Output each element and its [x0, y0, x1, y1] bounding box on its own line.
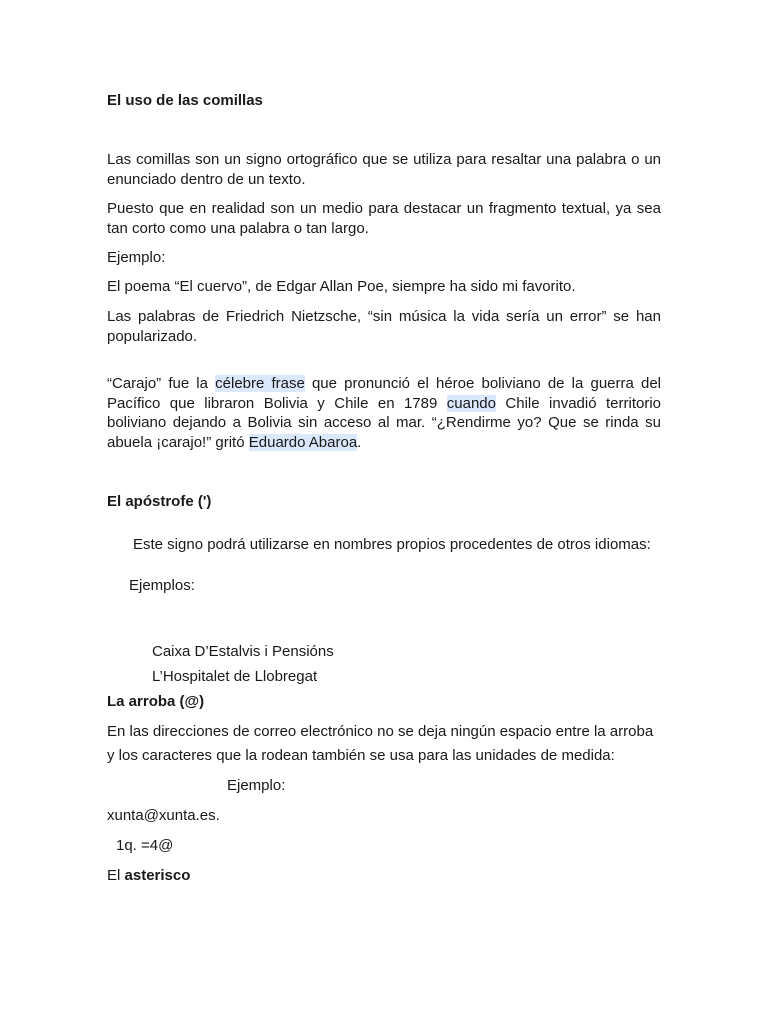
- label-ejemplos: Ejemplos:: [129, 577, 195, 594]
- paragraph-comillas-purpose: Puesto que en realidad son un medio para destacar un fragmento textual, ya sea tan corto como una palabra o tan largo.: [107, 200, 661, 237]
- paragraph-carajo: [107, 374, 661, 452]
- asterisco-bold: asterisco: [124, 867, 191, 884]
- example-cuervo: El poema “El cuervo”, de Edgar Allan Poe, siempre ha sido mi favorito.: [107, 278, 576, 295]
- example-xunta-email: xunta@xunta.es.: [107, 807, 220, 824]
- carajo-text-1: “Carajo” fue la: [107, 375, 216, 392]
- paragraph-apostrofe: Este signo podrá utilizarse en nombres propios procedentes de otros idiomas:: [133, 536, 651, 553]
- paragraph-arroba: En las direcciones de correo electrónico no se deja ningún espacio entre la arroba y los caracteres que la rodean también se usa para las unidades de medida:: [107, 723, 654, 764]
- heading-asterisco: [107, 866, 190, 886]
- heading-comillas: El uso de las comillas: [107, 92, 263, 109]
- example-caixa: Caixa D’Estalvis i Pensións: [152, 643, 334, 660]
- carajo-text-4: .: [357, 433, 362, 451]
- asterisco-prefix: El: [107, 867, 125, 884]
- carajo-text-2: que pronunció el héroe boliviano de la guerra del Pacífico que libraron Bolivia y Chile en 1789: [107, 375, 661, 412]
- highlight-eduardo-abaroa: Eduardo Abaroa: [248, 433, 358, 451]
- example-measure: 1q. =4@: [116, 837, 174, 854]
- carajo-text-3: Chile invadió territorio boliviano dejando a Bolivia sin acceso al mar. “¿Rendirme yo? Que se rinda su abuela ¡carajo!” gritó: [107, 394, 661, 451]
- paragraph-comillas-definition: Las comillas son un signo ortográfico que se utiliza para resaltar una palabra o un enunciado dentro de un texto.: [107, 151, 661, 188]
- heading-arroba: La arroba (@): [107, 693, 205, 710]
- label-ejemplo: Ejemplo:: [107, 249, 166, 266]
- heading-apostrofe: El apóstrofe ('): [107, 493, 212, 510]
- highlight-celebre-frase: célebre frase: [215, 375, 305, 392]
- label-ejemplo-arroba: Ejemplo:: [227, 777, 286, 794]
- example-hospitalet: L’Hospitalet de Llobregat: [152, 668, 318, 685]
- highlight-cuando: cuando: [446, 394, 496, 412]
- example-nietzsche: Las palabras de Friedrich Nietzsche, “sin música la vida sería un error” se han popularizado.: [107, 308, 661, 345]
